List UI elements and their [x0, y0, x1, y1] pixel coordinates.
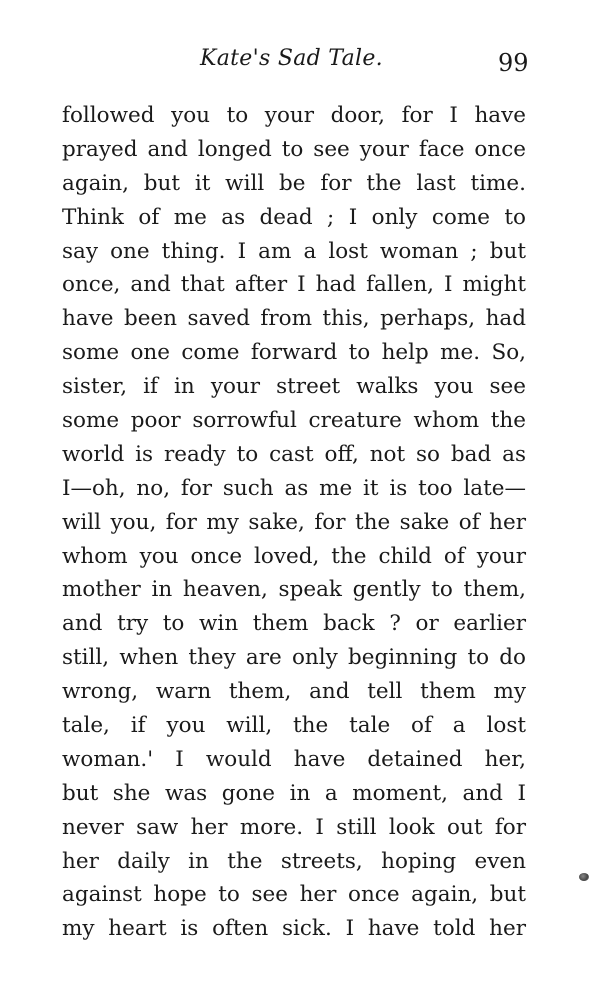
text-line: her daily in the streets, hoping even: [62, 848, 526, 874]
text-line: and try to win them back ? or earlier: [62, 611, 526, 637]
text-line: mother in heaven, speak gently to them,: [62, 577, 526, 603]
ink-speck: [579, 873, 589, 881]
text-line: prayed and longed to see your face once: [62, 136, 526, 162]
text-line: wrong, warn them, and tell them my: [62, 679, 526, 705]
running-title: Kate's Sad Tale.: [200, 46, 383, 71]
text-line: tale, if you will, the tale of a lost: [62, 713, 526, 739]
body-text: [62, 99, 526, 946]
text-line: some poor sorrowful creature whom the: [62, 408, 526, 434]
text-line: I—oh, no, for such as me it is too late—: [62, 475, 526, 501]
text-line: will you, for my sake, for the sake of her: [62, 509, 526, 535]
text-line: say one thing. I am a lost woman ; but: [62, 238, 526, 264]
text-line: followed you to your door, for I have: [62, 103, 526, 128]
page-number: 99: [498, 49, 529, 77]
text-line: never saw her more. I still look out for: [62, 814, 526, 840]
text-line: still, when they are only beginning to do: [62, 645, 526, 671]
text-line: sister, if in your street walks you see: [62, 374, 526, 400]
text-line: but she was gone in a moment, and I: [62, 780, 526, 806]
text-line: have been saved from this, perhaps, had: [62, 306, 526, 332]
text-line: against hope to see her once again, but: [62, 882, 526, 908]
text-line: Think of me as dead ; I only come to: [62, 204, 526, 230]
text-line: once, and that after I had fallen, I might: [62, 272, 526, 298]
text-line: woman.' I would have detained her,: [62, 746, 526, 772]
text-line: world is ready to cast off, not so bad as: [62, 441, 526, 467]
text-line: whom you once loved, the child of your: [62, 543, 526, 569]
text-line: again, but it will be for the last time.: [62, 170, 526, 196]
text-line: my heart is often sick. I have told her: [62, 916, 526, 942]
text-line: some one come forward to help me. So,: [62, 340, 526, 366]
